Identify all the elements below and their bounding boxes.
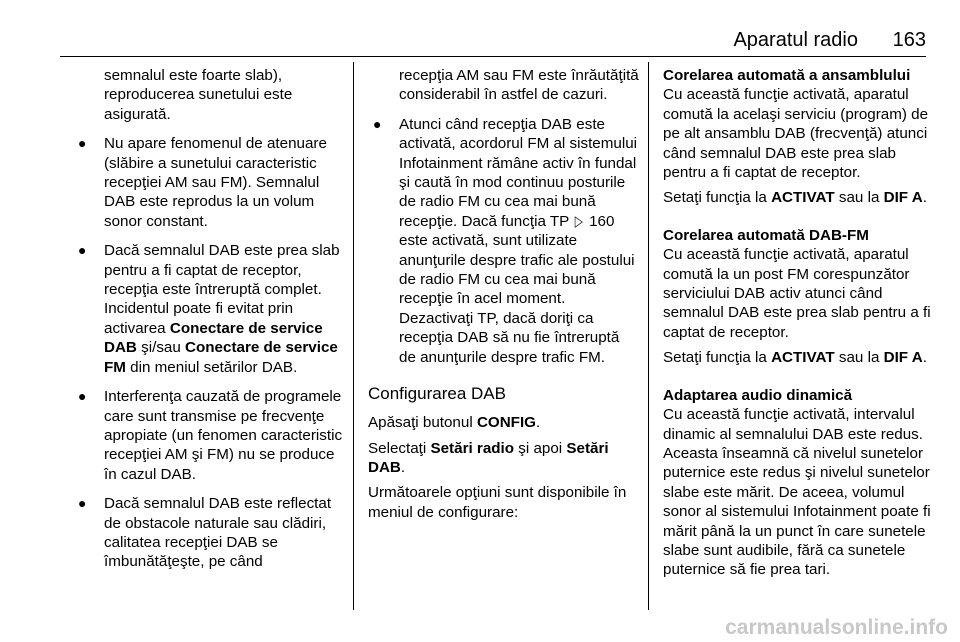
column-separator-2 [648,62,649,610]
bullet-text: Nu apare fenomenul de atenuare (slăbire a sunetului caracteristic recepţiei AM sau FM). Semnalul DAB este reprodus la un volum sonor constant. [104,135,327,230]
continued-paragraph: semnalul este foarte slab), reproducerea sunetului este asigurată. [104,67,293,123]
menu-item-ref: Setări radio [430,439,515,457]
button-ref: CONFIG [476,414,536,432]
subsection-heading: Adaptarea audio dinamică [663,386,853,404]
column-2 [368,66,640,522]
paragraph: Cu această funcţie activată, intervalul dinamic al semnalului DAB este redus. Aceasta înseamnă că nivelul sunetelor puternice este redus şi nivelul sunetelor slabe este mărit. De aceea, volumul sonor al sistemului Infotainment poate fi mărit până la un punct în care sunetele slabe sunt audibile, fără ca sunetele puternice să fie prea tari. [663,406,931,579]
bullet-item [368,115,640,367]
option-ref: ACTIVAT [771,349,835,367]
watermark: carmanualsonline.info [725,616,948,639]
bullet-text: Dacă semnalul DAB este reflectat de obstacole naturale sau clădiri, calitatea recepţiei DAB se îmbunătăţeşte, pe când [104,495,332,571]
bullet-dot-icon: ● [78,388,87,405]
menu-item-ref: Setări DAB [368,439,609,476]
bullet-dot-icon: ● [373,115,382,132]
paragraph: Setaţi funcţia la ACTIVAT sau la DIF A. [663,189,927,207]
column-separator-1 [353,62,354,610]
bullet-item [73,241,345,377]
subsection-heading: Corelarea automată DAB-FM [663,226,869,244]
bullet-text: Dacă semnalul DAB este prea slab pentru a fi captat de receptor, recepţia este întreruptă complet. Incidentul poate fi evitat prin activarea Conectare de service DAB şi/sau Conectare de service FM din meniul setărilor DAB. [104,242,340,376]
subsection-heading: Corelarea automată a ansamblului [663,67,911,84]
paragraph: Cu această funcţie activată, aparatul comută la un post FM corespunzător serviciului DAB activ atunci când semnalul DAB este prea slab pentru a fi captat de receptor. [663,246,931,341]
bullet-item [73,494,345,572]
paragraph: Apăsaţi butonul CONFIG. [368,414,541,432]
bullet-item [73,134,345,231]
page-ref-arrow-icon: ▷ [574,212,584,230]
paragraph: Setaţi funcţia la ACTIVAT sau la DIF A. [663,349,927,367]
bullet-dot-icon: ● [78,135,87,152]
section-heading: Configurarea DAB [368,384,506,404]
paragraph: Cu această funcţie activată, aparatul comută la acelaşi serviciu (program) de pe alt ansamblu DAB (frecvenţă) atunci când semnalul DAB este prea slab pentru a fi captat de receptor. [663,86,929,182]
header-rule [60,56,926,57]
paragraph: Următoarele opţiuni sunt disponibile în meniul de configurare: [368,484,627,521]
option-ref: DIF A [883,349,923,367]
option-ref: ACTIVAT [771,189,835,207]
bullet-dot-icon: ● [78,242,87,259]
column-3 [663,66,943,580]
bullet-text: Interferenţa cauzată de programele care sunt transmise pe frecvenţe apropiate (un fenomen caracteristic recepţiei AM şi FM) nu se produce în cazul DAB. [104,388,343,483]
column-1 [73,66,345,572]
bullet-dot-icon: ● [78,495,87,512]
page-header-title: Aparatul radio [733,29,858,51]
bullet-text: Atunci când recepţia DAB este activată, acordorul FM al sistemului Infotainment rămâne activ în fundal şi caută în mod continuu posturile de radio FM cu cea mai bună recepţie. Dacă funcţia TP ▷ 160 este activată, sunt utilizate anunţurile despre trafic ale postului de radio FM cu cea mai bună recepţie în acel moment. Dezactivaţi TP, dacă doriţi ca recepţia DAB să nu fie întreruptă de anunţurile despre trafic FM. [399,115,638,366]
menu-item-ref: Conectare de service DAB [104,319,323,357]
paragraph: Selectaţi Setări radio şi apoi Setări DAB. [368,439,609,476]
bullet-item [73,387,345,484]
option-ref: DIF A [883,189,923,207]
continued-paragraph: recepţia AM sau FM este înrăutăţită considerabil în astfel de cazuri. [399,67,639,104]
page-number: 163 [892,29,926,51]
menu-item-ref: Conectare de service FM [104,339,338,376]
